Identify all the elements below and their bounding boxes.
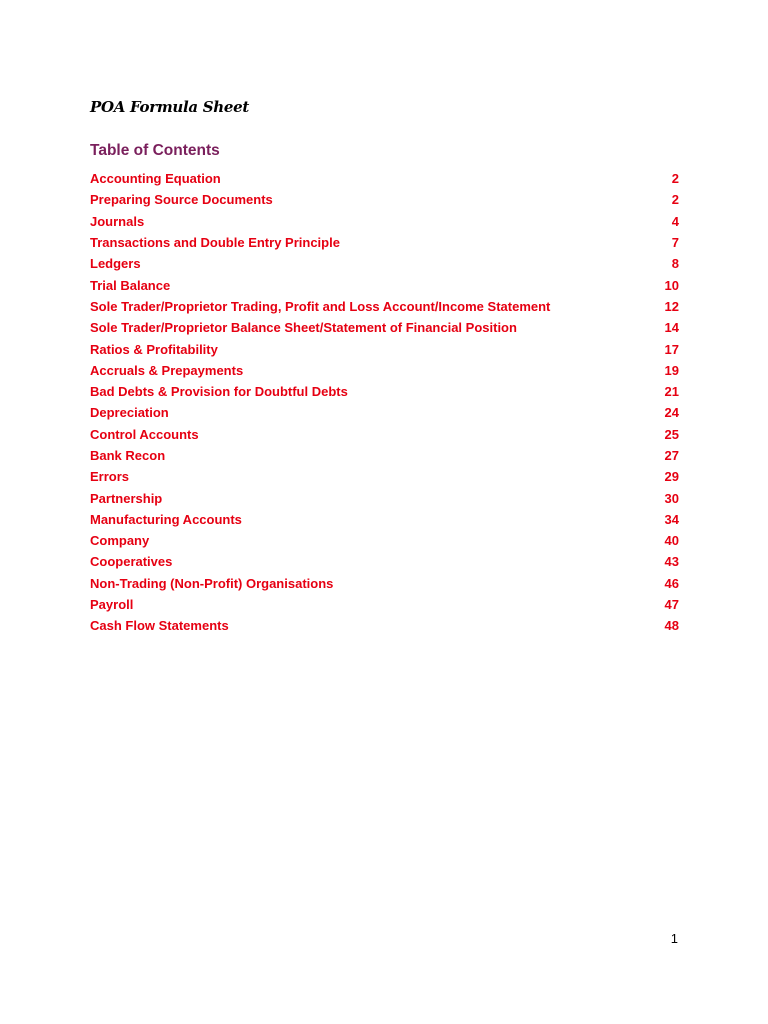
toc-entry-depreciation[interactable] — [90, 402, 680, 423]
toc-entry-label[interactable]: Trial Balance — [90, 277, 171, 293]
toc-entry-page[interactable]: 43 — [664, 554, 679, 570]
toc-entry-page[interactable]: 30 — [664, 490, 679, 506]
toc-entry-label[interactable]: Bad Debts & Provision for Doubtful Debts — [90, 384, 348, 400]
toc-entry-page[interactable]: 40 — [664, 533, 679, 549]
toc-entry-page[interactable]: 2 — [671, 171, 679, 187]
toc-entry-journals[interactable] — [90, 211, 680, 232]
toc-entry-ledgers[interactable] — [90, 253, 680, 274]
document-title: POA Formula Sheet — [90, 98, 250, 116]
page-number: 1 — [670, 931, 678, 946]
toc-entry-label[interactable]: Errors — [90, 469, 130, 485]
toc-entry-page[interactable]: 46 — [664, 575, 679, 591]
toc-entry-errors[interactable] — [90, 466, 680, 487]
toc-entry-label[interactable]: Preparing Source Documents — [90, 192, 273, 208]
toc-entry-trial-balance[interactable] — [90, 274, 680, 295]
toc-entry-bank-recon[interactable] — [90, 445, 680, 466]
toc-entry-cash-flow-statements[interactable] — [90, 615, 680, 636]
toc-entry-company[interactable] — [90, 530, 680, 551]
toc-entry-ratios-profitability[interactable] — [90, 338, 680, 359]
toc-entry-label[interactable]: Company — [90, 533, 150, 549]
toc-entry-accruals-prepayments[interactable] — [90, 360, 680, 381]
toc-entry-label[interactable]: Accruals & Prepayments — [90, 362, 244, 378]
toc-entry-page[interactable]: 8 — [671, 256, 679, 272]
toc-entry-control-accounts[interactable] — [90, 424, 680, 445]
toc-entry-label[interactable]: Ledgers — [90, 256, 141, 272]
toc-entry-page[interactable]: 14 — [664, 320, 679, 336]
toc-entry-page[interactable]: 48 — [664, 618, 679, 634]
toc-entry-page[interactable]: 21 — [664, 384, 679, 400]
toc-entry-label[interactable]: Depreciation — [90, 405, 169, 421]
toc-entry-label[interactable]: Journals — [90, 213, 145, 229]
toc-entry-label[interactable]: Accounting Equation — [90, 171, 221, 187]
toc-entry-payroll[interactable] — [90, 594, 680, 615]
toc-entry-page[interactable]: 25 — [664, 426, 679, 442]
toc-entry-page[interactable]: 19 — [664, 362, 679, 378]
toc-entry-preparing-source-documents[interactable] — [90, 189, 680, 210]
toc-entry-page[interactable]: 47 — [664, 597, 679, 613]
toc-entry-sole-trader-income-statement[interactable] — [90, 296, 680, 317]
toc-entry-label[interactable]: Ratios & Profitability — [90, 341, 218, 357]
toc-entry-label[interactable]: Transactions and Double Entry Principle — [90, 235, 340, 251]
toc-entry-label[interactable]: Bank Recon — [90, 448, 166, 463]
toc-entry-partnership[interactable] — [90, 487, 680, 508]
toc-entry-label[interactable]: Cooperatives — [90, 554, 173, 570]
toc-entry-label[interactable]: Manufacturing Accounts — [90, 511, 242, 527]
toc-entry-page[interactable]: 27 — [664, 448, 679, 463]
table-of-contents — [90, 168, 680, 637]
toc-entry-label[interactable]: Cash Flow Statements — [90, 618, 229, 634]
toc-entry-page[interactable]: 2 — [671, 192, 679, 208]
toc-entry-label[interactable]: Payroll — [90, 597, 134, 613]
toc-entry-page[interactable]: 34 — [664, 511, 679, 527]
toc-entry-page[interactable]: 12 — [664, 298, 679, 314]
toc-entry-manufacturing-accounts[interactable] — [90, 509, 680, 530]
toc-heading: Table of Contents — [90, 142, 220, 159]
toc-entry-label[interactable]: Sole Trader/Proprietor Balance Sheet/Statement of Financial Position — [90, 320, 517, 336]
toc-entry-page[interactable]: 29 — [664, 469, 679, 485]
toc-entry-label[interactable]: Control Accounts — [90, 426, 199, 442]
toc-entry-label[interactable]: Non-Trading (Non-Profit) Organisations — [90, 575, 334, 591]
toc-entry-page[interactable]: 4 — [671, 213, 679, 229]
toc-entry-bad-debts[interactable] — [90, 381, 680, 402]
toc-entry-label[interactable]: Partnership — [90, 490, 163, 506]
toc-entry-page[interactable]: 10 — [664, 277, 679, 293]
toc-entry-page[interactable]: 7 — [671, 235, 679, 251]
toc-entry-cooperatives[interactable] — [90, 551, 680, 572]
toc-entry-label[interactable]: Sole Trader/Proprietor Trading, Profit and Loss Account/Income Statement — [90, 298, 551, 314]
toc-entry-non-trading-organisations[interactable] — [90, 573, 680, 594]
toc-entry-sole-trader-balance-sheet[interactable] — [90, 317, 680, 338]
toc-entry-page[interactable]: 24 — [664, 405, 679, 421]
toc-entry-page[interactable]: 17 — [664, 341, 679, 357]
toc-entry-accounting-equation[interactable] — [90, 168, 680, 189]
toc-entry-transactions-double-entry[interactable] — [90, 232, 680, 253]
